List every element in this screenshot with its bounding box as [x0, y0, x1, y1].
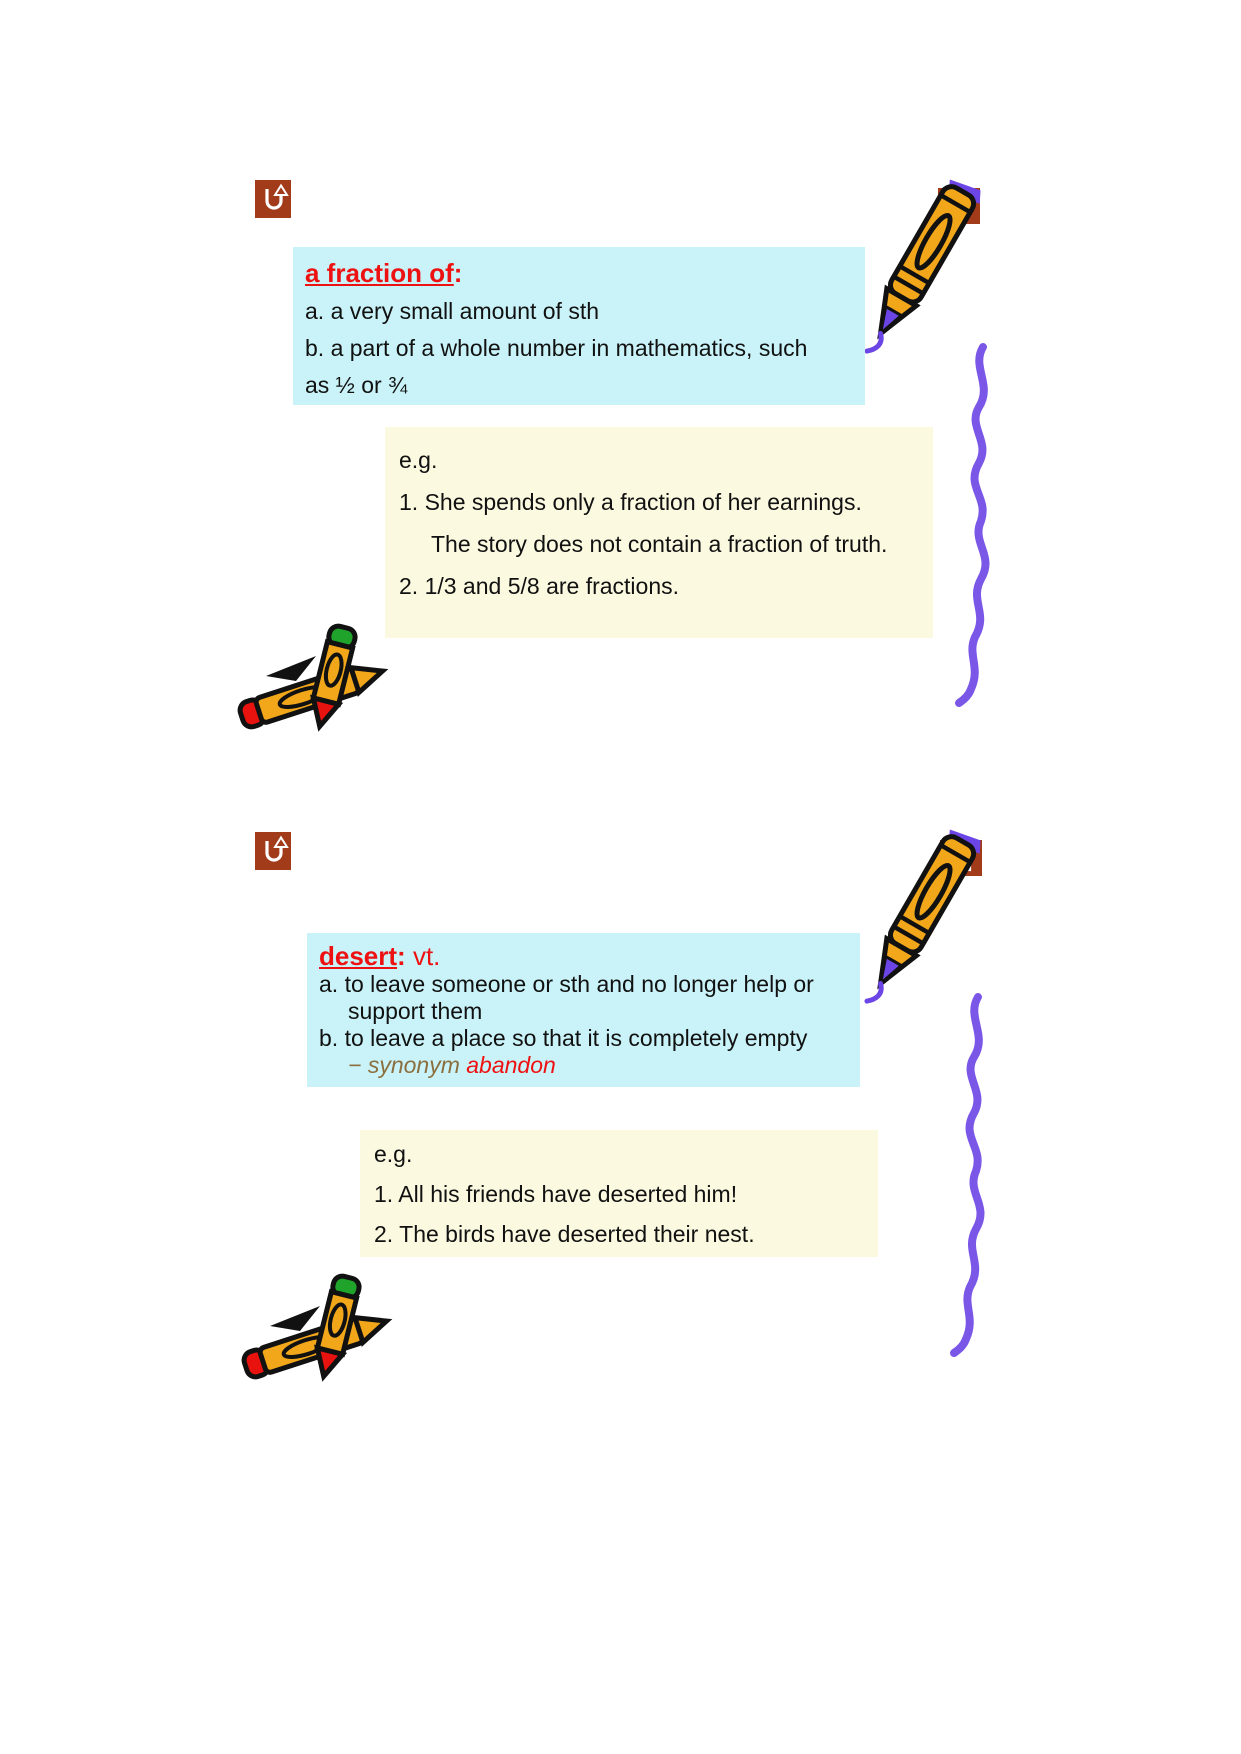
definition-heading: [305, 256, 853, 290]
term-colon: :: [453, 258, 463, 288]
back-button[interactable]: [255, 180, 291, 218]
definition-heading: [319, 941, 848, 971]
definition-line: a. to leave someone or sth and no longer help or: [319, 971, 814, 997]
crayons-clipart: [230, 618, 405, 733]
definition-box: [293, 247, 865, 405]
part-of-speech: vt.: [412, 941, 441, 971]
crayons-clipart: [234, 1268, 409, 1383]
example-line: 1. She spends only a fraction of her earnings.: [399, 489, 862, 515]
term-text: desert: [319, 941, 398, 971]
examples-box: [385, 427, 933, 638]
slide-2: [0, 780, 1241, 1754]
pencil-clipart: [858, 818, 988, 1018]
scribble-line: [940, 995, 995, 1355]
synonym-label: − synonym: [348, 1052, 460, 1078]
u-turn-icon: [255, 180, 291, 218]
slide-1: [0, 0, 1241, 780]
synonym-word: abandon: [466, 1052, 556, 1078]
examples-label: e.g.: [399, 447, 438, 473]
definition-line: a. a very small amount of sth: [305, 298, 600, 324]
scribble-line: [945, 345, 1000, 705]
example-line: The story does not contain a fraction of truth.: [431, 531, 888, 557]
examples-label: e.g.: [374, 1141, 413, 1167]
definition-line: as ½ or ¾: [305, 372, 408, 398]
pencil-clipart: [858, 168, 988, 368]
back-button[interactable]: [255, 832, 291, 870]
term-text: a fraction of: [305, 258, 454, 288]
definition-line: support them: [348, 998, 483, 1024]
examples-box: [360, 1130, 878, 1257]
definition-box: [307, 933, 860, 1087]
u-turn-icon: [255, 832, 291, 870]
definition-line: b. a part of a whole number in mathematics, such: [305, 335, 808, 361]
example-line: 2. The birds have deserted their nest.: [374, 1221, 755, 1247]
example-line: 1. All his friends have deserted him!: [374, 1181, 738, 1207]
example-line: 2. 1/3 and 5/8 are fractions.: [399, 573, 680, 599]
synonym-line: [319, 1052, 848, 1079]
definition-line: b. to leave a place so that it is completely empty: [319, 1025, 808, 1051]
term-colon: :: [397, 941, 406, 971]
